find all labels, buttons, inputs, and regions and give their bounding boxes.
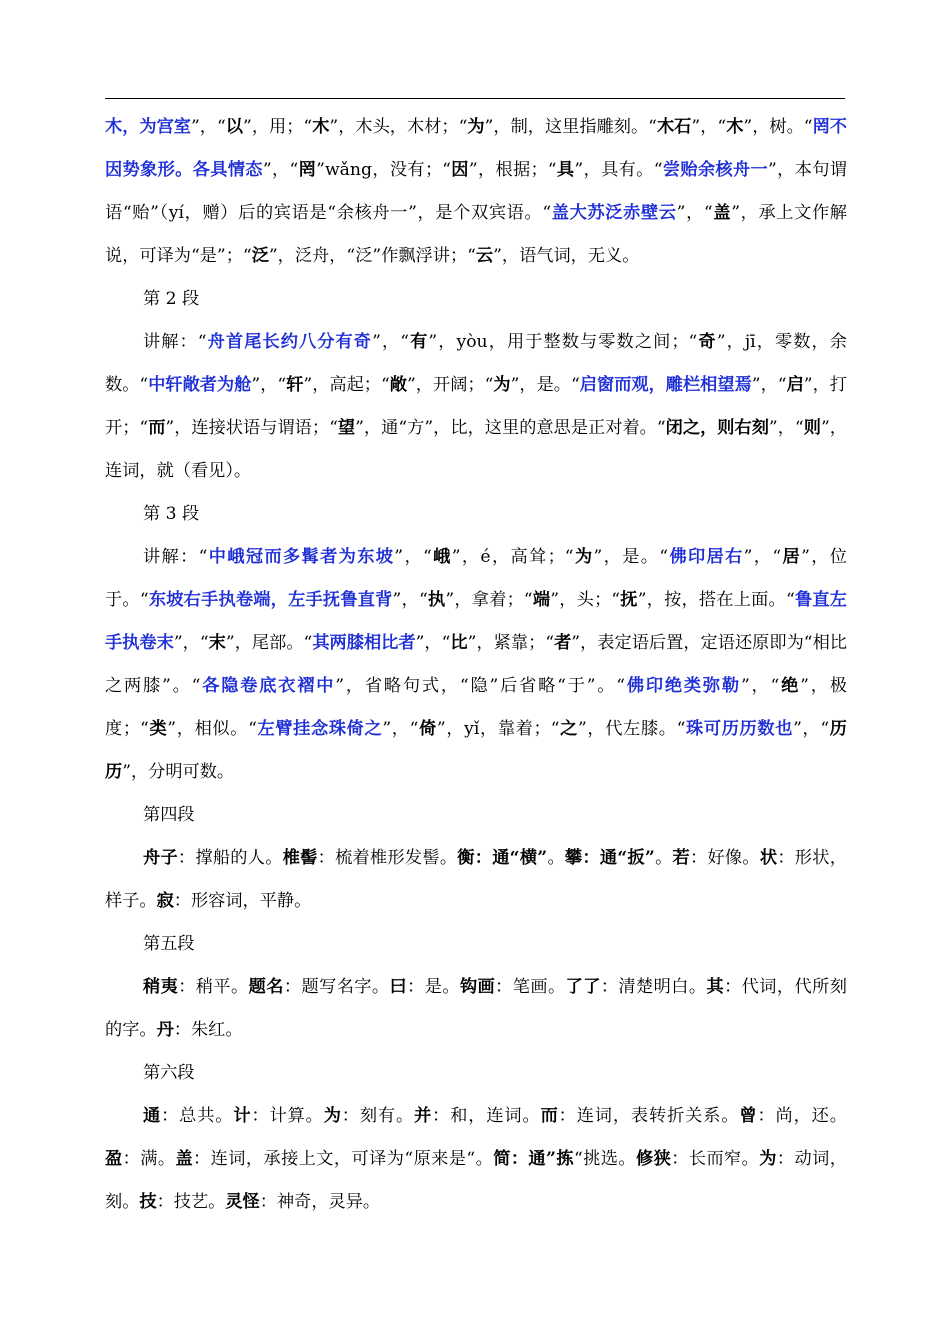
text-run: ：计算。	[251, 1106, 324, 1126]
text-run: ”，用；“	[243, 117, 313, 137]
paragraph	[105, 278, 847, 321]
text-run: ：清楚明白。	[600, 977, 707, 997]
text-run: ：笔画。	[495, 977, 566, 997]
quoted-phrase: 罔不因势象形。各具情态	[105, 117, 847, 180]
bold-term: 寂	[156, 891, 174, 911]
text-run: ”，“	[382, 719, 419, 739]
text-run: ：神奇，灵异。	[259, 1192, 381, 1212]
bold-term: 倚	[418, 719, 437, 739]
text-run: ”，本句谓语“贻”（yí，赠）后的宾语是“余核舟一”，是个双宾语。“	[105, 160, 847, 223]
bold-term: 居	[781, 547, 802, 567]
bold-term: 为	[493, 375, 511, 395]
text-run: 第六段	[143, 1063, 195, 1083]
bold-term: 其	[706, 977, 725, 997]
bold-term: 灵怪	[225, 1192, 260, 1212]
quoted-phrase: 珠可历历数也	[685, 719, 794, 739]
bold-term: 盖	[175, 1149, 194, 1169]
text-run: ：长而窄。	[671, 1149, 760, 1169]
text-run: ”，开阔；“	[407, 375, 494, 395]
bold-term: 衡：通“横”	[457, 848, 548, 868]
text-run: 第 3 段	[143, 504, 200, 524]
quoted-phrase: 启窗而观，雕栏相望焉	[579, 375, 752, 395]
text-run: ”，“	[191, 117, 226, 137]
bold-term: 为	[573, 547, 594, 567]
paragraph	[105, 321, 847, 493]
text-run: ”，yòu，用于整数与零数之间；“	[428, 332, 698, 352]
bold-term: 木	[726, 117, 744, 137]
text-run: ：朱红。	[173, 1020, 243, 1040]
text-run: 第四段	[143, 805, 195, 825]
bold-term: 稍夷	[143, 977, 179, 997]
text-run: ”，“	[793, 719, 830, 739]
text-run: ”，高起；“	[303, 375, 390, 395]
quoted-phrase: 尝贻余核舟一	[662, 160, 769, 180]
bold-term: 以	[225, 117, 244, 137]
text-run: ”，根据；“	[468, 160, 557, 180]
text-run: ：刻有。	[341, 1106, 415, 1126]
quoted-phrase: 木，为宫室	[105, 117, 191, 137]
bold-term: 端	[532, 590, 551, 610]
bold-term: 敞	[389, 375, 407, 395]
text-run: ”，位于。“	[105, 547, 847, 610]
paragraph	[105, 923, 847, 966]
text-run: ”，头；“	[550, 590, 621, 610]
bold-term: 历历	[105, 719, 847, 782]
bold-term: 木	[312, 117, 330, 137]
text-run: ”，树。“	[743, 117, 813, 137]
bold-term: 抚	[620, 590, 638, 610]
text-run: ：好像。	[690, 848, 760, 868]
header-rule	[105, 98, 845, 99]
bold-term: 类	[148, 719, 168, 739]
paragraph	[105, 106, 847, 278]
paragraph	[105, 837, 847, 923]
bold-term: 盖	[712, 203, 732, 223]
paragraph	[105, 1052, 847, 1095]
text-run: ”，“	[740, 676, 780, 696]
text-run: ”，省略句式，“隐”后省略“于”。“	[335, 676, 626, 696]
quoted-phrase: 舟首尾长约八分有奇	[206, 332, 373, 352]
text-run: ”，“	[676, 203, 713, 223]
bold-term: 盈	[105, 1149, 123, 1169]
quoted-phrase: 鲁直左手执卷末	[105, 590, 847, 653]
bold-term: 舟子	[143, 848, 178, 868]
text-run: ：和，连词。	[432, 1106, 541, 1126]
bold-term: 为	[759, 1149, 777, 1169]
paragraph	[105, 536, 847, 794]
text-run: ”，jī，零数，余数。“	[105, 332, 847, 395]
bold-term: 则	[803, 418, 821, 438]
text-run: ：满。	[122, 1149, 176, 1169]
document-body	[105, 106, 847, 1224]
bold-term: 轩	[286, 375, 304, 395]
text-run: ：撑船的人。	[177, 848, 283, 868]
bold-term: 比	[450, 633, 468, 653]
bold-term: 有	[409, 332, 429, 352]
quoted-phrase: 佛印绝类弥勒	[625, 676, 741, 696]
text-run: ”，“	[262, 160, 299, 180]
text-run: 第五段	[143, 934, 195, 954]
text-run: ”，是。“	[510, 375, 580, 395]
bold-term: 钩画	[459, 977, 496, 997]
text-run: ：总共。	[161, 1106, 234, 1126]
text-run: 。	[654, 848, 673, 868]
text-run: ”，打开；“	[105, 375, 847, 438]
text-run: ”，“	[691, 117, 727, 137]
text-run: 讲解：“	[143, 332, 207, 352]
text-run: ”，按，搭在上面。“	[637, 590, 795, 610]
bold-term: 丹	[156, 1020, 174, 1040]
text-run: ”，“	[392, 590, 428, 610]
bold-term: 闭之，则右刻	[665, 418, 769, 438]
text-run: ”，“	[415, 633, 451, 653]
bold-term: 计	[233, 1106, 252, 1126]
text-run: 第 2 段	[143, 289, 200, 309]
quoted-phrase: 盖大苏泛赤壁云	[551, 203, 677, 223]
text-run: ”，é，高耸；“	[451, 547, 574, 567]
bold-term: 为	[323, 1106, 342, 1126]
text-run: ”，相似。“	[167, 719, 257, 739]
text-run: ”，“	[251, 375, 287, 395]
bold-term: 绝	[779, 676, 801, 696]
bold-term: 简：通”拣	[493, 1149, 574, 1169]
text-run: ”，“	[768, 418, 804, 438]
bold-term: 执	[427, 590, 446, 610]
text-run: ”，拿着；“	[445, 590, 533, 610]
bold-term: 椎髻	[282, 848, 318, 868]
bold-term: 状	[759, 848, 778, 868]
text-run: ”，具有。“	[574, 160, 663, 180]
text-run: ”wǎng，没有；“	[316, 160, 451, 180]
bold-term: 之	[559, 719, 578, 739]
text-run: ：梳着椎形发髻。	[317, 848, 458, 868]
bold-term: 修狭	[636, 1149, 672, 1169]
text-run: ”，“	[751, 375, 787, 395]
text-run: ：形容词，平静。	[173, 891, 312, 911]
bold-term: 并	[414, 1106, 433, 1126]
paragraph	[105, 794, 847, 837]
text-run: ：连词，承接上文，可译为“原来是“。	[193, 1149, 494, 1169]
text-run: ：是。	[407, 977, 460, 997]
bold-term: 峨	[431, 547, 452, 567]
text-run: ：题写名字。	[283, 977, 390, 997]
text-run: ：代词，代所刻的字。	[105, 977, 847, 1040]
text-run: ：技艺。	[156, 1192, 226, 1212]
text-run: ”，“	[394, 547, 432, 567]
text-run: ”，分明可数。	[122, 762, 235, 782]
bold-term: 云	[475, 246, 494, 266]
text-run: ”，yǐ，靠着；“	[436, 719, 560, 739]
text-run: 讲解：“	[143, 547, 208, 567]
text-run: ”，极度；“	[105, 676, 847, 739]
paragraph	[105, 966, 847, 1052]
text-run: ”，连词，就（看见）。	[105, 418, 847, 481]
text-run: ”，紧靠；“	[467, 633, 555, 653]
text-run: ”，连接状语与谓语；“	[165, 418, 338, 438]
bold-term: 题名	[248, 977, 284, 997]
text-run: ”，尾部。“	[225, 633, 313, 653]
bold-term: 因	[450, 160, 469, 180]
text-run: ”，承上文作解说，可译为“是”；“	[105, 203, 847, 266]
quoted-phrase: 东坡右手执卷端，左手抚鲁直背	[148, 590, 393, 610]
quoted-phrase: 各隐卷底衣褶中	[200, 676, 336, 696]
text-run: “挑选。	[573, 1149, 637, 1169]
text-run: ：尚，还。	[757, 1106, 847, 1126]
text-run: ”，代左膝。“	[578, 719, 686, 739]
quoted-phrase: 其两膝相比者	[312, 633, 416, 653]
quoted-phrase: 中轩敞者为舱	[148, 375, 252, 395]
bold-term: 而	[540, 1106, 559, 1126]
paragraph	[105, 1095, 847, 1224]
bold-term: 泛	[251, 246, 269, 266]
bold-term: 罔	[298, 160, 317, 180]
bold-term: 奇	[697, 332, 717, 352]
text-run: ”，“	[372, 332, 409, 352]
text-run: ：形状，样子。	[105, 848, 847, 911]
text-run: ”，通“方”，比，这里的意思是正对着。“	[355, 418, 666, 438]
text-run: ：连词，表转折关系。	[558, 1106, 740, 1126]
bold-term: 技	[139, 1192, 157, 1212]
quoted-phrase: 左臂挂念珠倚之	[256, 719, 383, 739]
paragraph	[105, 493, 847, 536]
text-run: ”，木头，木材；“	[329, 117, 468, 137]
quoted-phrase: 中峨冠而多髯者为东坡	[207, 547, 395, 567]
bold-term: 具	[556, 160, 575, 180]
text-run: ”，“	[743, 547, 782, 567]
text-run: ”，是。“	[593, 547, 669, 567]
bold-term: 曰	[389, 977, 408, 997]
text-run: 。	[547, 848, 565, 868]
bold-term: 曾	[739, 1106, 758, 1126]
bold-term: 者	[554, 633, 572, 653]
bold-term: 而	[148, 418, 166, 438]
bold-term: 了了	[565, 977, 601, 997]
text-run: ”，表定语后置，定语还原即为“相比之两膝”。“	[105, 633, 847, 696]
bold-term: 木石	[656, 117, 692, 137]
text-run: ”，泛舟，“泛”作飘浮讲；“	[268, 246, 476, 266]
text-run: ：动词，刻。	[105, 1149, 847, 1212]
bold-term: 通	[143, 1106, 162, 1126]
bold-term: 若	[672, 848, 691, 868]
bold-term: 攀：通“扳”	[564, 848, 655, 868]
bold-term: 为	[467, 117, 485, 137]
bold-term: 启	[786, 375, 804, 395]
text-run: ”，制，这里指雕刻。“	[484, 117, 657, 137]
text-run: ：稍平。	[178, 977, 249, 997]
bold-term: 末	[208, 633, 226, 653]
text-run: ”，语气词，无义。	[493, 246, 640, 266]
bold-term: 望	[337, 418, 356, 438]
text-run: ”，“	[173, 633, 209, 653]
quoted-phrase: 佛印居右	[668, 547, 744, 567]
